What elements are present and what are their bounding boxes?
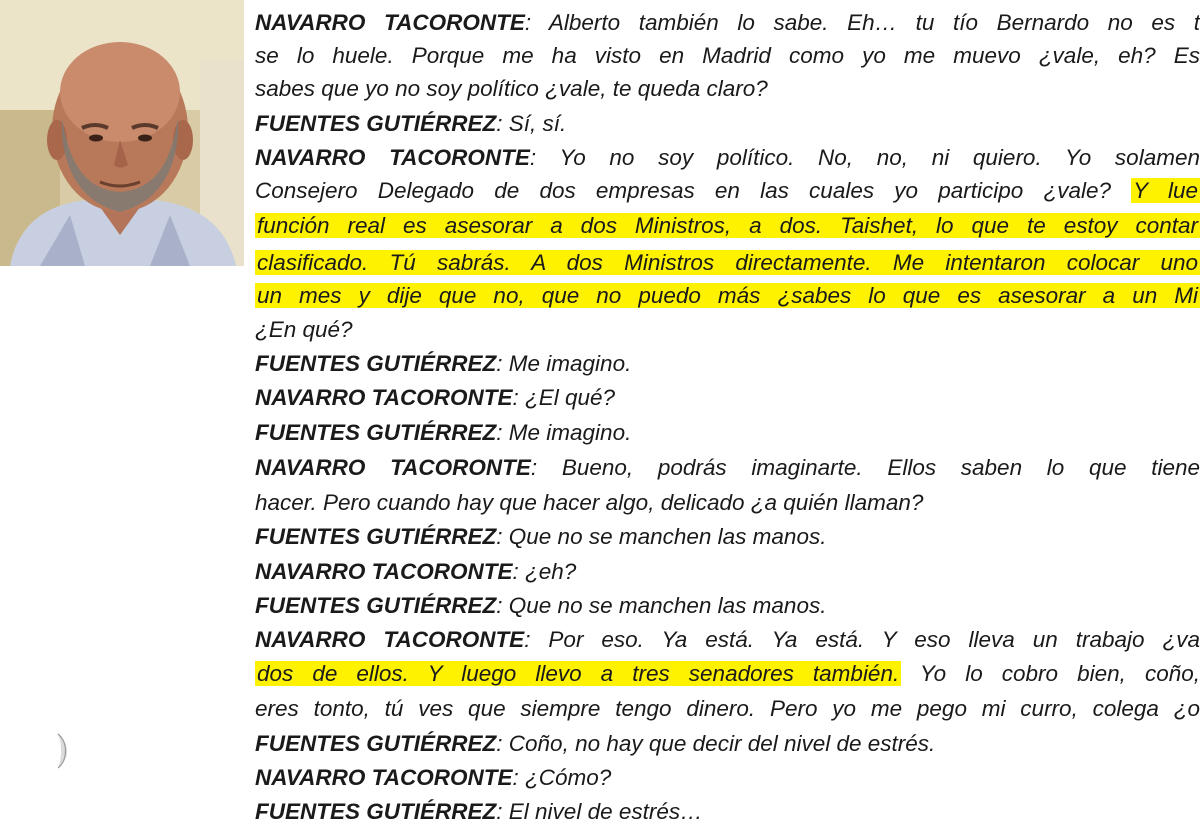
speaker-colon: : [524,10,532,35]
transcript-line [255,763,1200,793]
transcript-line [255,557,1200,587]
transcript-line [255,349,1200,379]
line-text: Alberto también lo sabe. Eh… tu tío Bernardo no es t [531,10,1200,35]
transcript-line [255,8,1200,38]
line-text: ¿El qué? [518,385,616,410]
transcript-line [255,74,1200,104]
line-text: hacer. Pero cuando hay que hacer algo, delicado ¿a quién llaman? [255,490,924,515]
transcript-line [255,625,1200,655]
transcript-line [255,659,1200,689]
speaker-colon: : [496,111,503,136]
speaker-colon: : [496,420,503,445]
speaker-name: NAVARRO TACORONTE [255,145,530,170]
transcript-line [255,694,1200,724]
speaker-colon: : [496,593,503,618]
speaker-name: FUENTES GUTIÉRREZ [255,799,497,824]
transcript-line [255,211,1200,241]
transcript-line [255,453,1200,483]
line-text: ¿Cómo? [518,765,612,790]
punch-hole-shape [32,730,70,772]
speaker-name: FUENTES GUTIÉRREZ [255,593,497,618]
punch-hole-mark [32,730,70,772]
highlighted-text: Y lue [1133,178,1198,203]
speaker-colon: : [512,765,519,790]
speaker-colon: : [512,385,519,410]
speaker-name: NAVARRO TACORONTE [255,627,525,652]
speaker-name: NAVARRO TACORONTE [255,765,513,790]
transcript-line [255,281,1200,311]
speaker-name: FUENTES GUTIÉRREZ [255,351,497,376]
highlighted-text: un mes y dije que no, que no puedo más ¿sabes lo que es asesorar a un Mi [257,283,1198,308]
line-text: Me imagino. [502,420,632,445]
line-text: eres tonto, tú ves que siempre tengo dinero. Pero yo me pego mi curro, colega ¿o [255,696,1200,721]
line-text: Por eso. Ya está. Ya está. Y eso lleva un trabajo ¿va [530,627,1200,652]
line-text: Me imagino. [502,351,632,376]
line-text-after-highlight: Yo lo cobro bien, coño, [901,661,1200,686]
transcript-line [255,315,1200,345]
line-text: Sí, sí. [502,111,567,136]
transcript-line [255,729,1200,759]
line-text: El nivel de estrés… [502,799,703,824]
line-text: sabes que yo no soy político ¿vale, te queda claro? [255,76,768,101]
speaker-name: NAVARRO TACORONTE [255,10,525,35]
speaker-colon: : [529,145,537,170]
speaker-colon: : [524,627,531,652]
line-text: ¿eh? [518,559,577,584]
transcript-body [255,8,1200,840]
transcript-line [255,797,1200,827]
speaker-name: NAVARRO TACORONTE [255,385,513,410]
line-text: Que no se manchen las manos. [502,593,827,618]
speaker-name: NAVARRO TACORONTE [255,455,531,480]
speaker-name: FUENTES GUTIÉRREZ [255,111,497,136]
speaker-name: NAVARRO TACORONTE [255,559,513,584]
transcript-line [255,418,1200,448]
transcript-line [255,143,1200,173]
highlighted-text: dos de ellos. Y luego llevo a tres senadores también. [257,661,900,686]
speaker-colon: : [512,559,519,584]
transcript-line [255,176,1200,206]
line-text: Bueno, podrás imaginarte. Ellos saben lo que tiene [537,455,1200,480]
portrait-photo [0,0,244,266]
transcript-line [255,41,1200,71]
speaker-colon: : [496,731,503,756]
speaker-colon: : [496,524,503,549]
speaker-name: FUENTES GUTIÉRREZ [255,420,497,445]
highlighted-text: clasificado. Tú sabrás. A dos Ministros directamente. Me intentaron colocar uno [257,250,1198,275]
line-text: se lo huele. Porque me ha visto en Madrid como yo me muevo ¿vale, eh? Es [255,43,1200,68]
portrait-illustration [0,0,244,266]
transcript-line [255,522,1200,552]
line-text: Que no se manchen las manos. [502,524,827,549]
speaker-colon: : [496,799,503,824]
transcript-line [255,383,1200,413]
transcript-line [255,109,1200,139]
speaker-colon: : [530,455,538,480]
line-text: Coño, no hay que decir del nivel de estrés. [502,731,936,756]
speaker-colon: : [496,351,503,376]
speaker-name: FUENTES GUTIÉRREZ [255,524,497,549]
speaker-name: FUENTES GUTIÉRREZ [255,731,497,756]
line-text: ¿En qué? [255,317,353,342]
transcript-line [255,591,1200,621]
line-text: Yo no soy político. No, no, ni quiero. Yo solamen [536,145,1200,170]
highlighted-text: función real es asesorar a dos Ministros, a dos. Taishet, lo que te estoy contar [257,213,1198,238]
transcript-line [255,488,1200,518]
line-text: Consejero Delegado de dos empresas en las cuales yo participo ¿vale? [255,178,1132,203]
transcript-line [255,248,1200,278]
